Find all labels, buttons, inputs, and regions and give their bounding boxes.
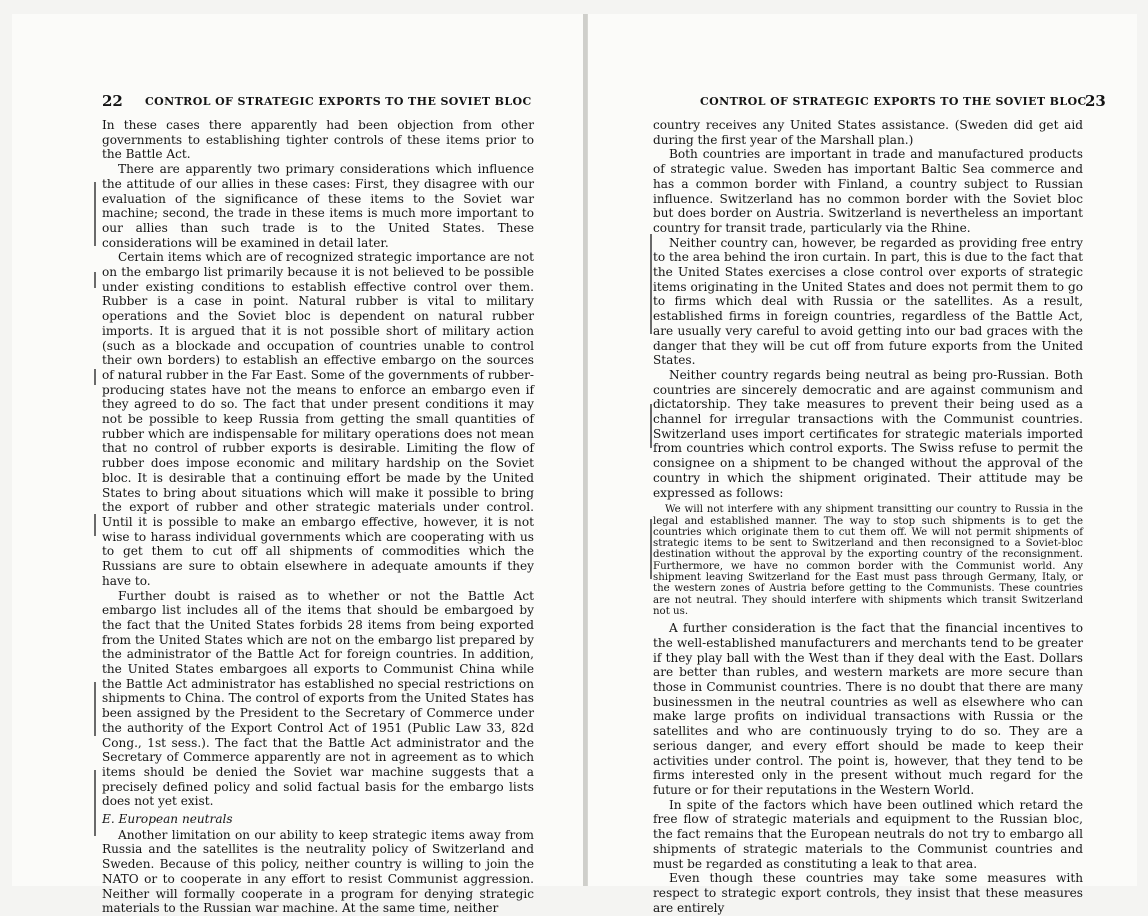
text-column (102, 118, 534, 916)
paragraph: country receives any United States assistance. (Sweden did get aid during the first year of the Marshall plan.) (653, 118, 1083, 147)
margin-mark (650, 519, 652, 579)
running-header: CONTROL OF STRATEGIC EXPORTS TO THE SOVIET BLOC (145, 95, 532, 108)
right-page (587, 14, 1137, 915)
paragraph: Even though these countries may take some measures with respect to strategic export controls, they insist that these measures are entirely (653, 871, 1083, 915)
block-quote: We will not interfere with any shipment transitting our country to Russia in the legal and established manner. The way to stop such shipments is to get the countries which originate them to cut them off. We will not permit shipments of strategic items to be sent to Switzerland and then reconsigned to a Soviet-bloc destination without the approval by the exporting country of the reconsignment. Furthermore, we have no common border with the Communist world. Any shipment leaving Switzerland for the East must pass through Germany, Italy, or the western zones of Austria before getting to the Communists. These countries are not neutral. They should interfere with shipments which transit Switzerland not us. (653, 504, 1083, 617)
running-header: CONTROL OF STRATEGIC EXPORTS TO THE SOVIET BLOC (700, 95, 1087, 108)
paragraph: Both countries are important in trade and manufactured products of strategic value. Sweden has important Baltic Sea commerce and has a common border with Finland, a country subject to Russian influence. Switzerland has no common border with the Soviet bloc but does border on Austria. Switzerland is nevertheless an important country for transit trade, particularly via the Rhine. (653, 147, 1083, 235)
paragraph: Certain items which are of recognized strategic importance are not on the embargo list primarily because it is not believed to be possible under existing conditions to establish effective control over them. Rubber is a case in point. Natural rubber is vital to military operations and the Soviet bloc is dependent on natural rubber imports. It is argued that it is not possible short of military action (such as a blockade and occupation of countries unable to control their own borders) to establish an effective embargo on the sources of natural rubber in the Far East. Some of the governments of rubber-producing states have not the means to enforce an embargo even if they agreed to do so. The fact that under present conditions it may not be possible to keep Russia from getting the small quantities of rubber which are indispensable for military operations does not mean that no control of rubber exports is desirable. Limiting the flow of rubber does impose economic and military hardship on the Soviet bloc. It is desirable that a continuing effort be made by the United States to bring about situations which will make it possible to bring the export of rubber and other strategic materials under control. Until it is possible to make an embargo effective, however, it is not wise to harass individual governments which are cooperating with us to get them to cut off all shipments of commodities which the Russians are sure to obtain elsewhere in adequate amounts if they have to. (102, 250, 534, 588)
paragraph: Further doubt is raised as to whether or not the Battle Act embargo list includes all of the items that should be embargoed by the fact that the United States forbids 28 items from being exported from the United States which are not on the embargo list prepared by the administrator of the Battle Act for foreign countries. In addition, the United States embargoes all exports to Communist China while the Battle Act administrator has established no special restrictions on shipments to China. The control of exports from the United States has been assigned by the President to the Secretary of Commerce under the authority of the Export Control Act of 1951 (Public Law 33, 82d Cong., 1st sess.). The fact that the Battle Act administrator and the Secretary of Commerce apparently are not in agreement as to which items should be denied the Soviet war machine suggests that a precisely defined policy and solid factual basis for the embargo lists does not yet exist. (102, 588, 534, 809)
paragraph: A further consideration is the fact that the financial incentives to the well-established manufacturers and merchants tend to be greater if they play ball with the West than if they deal with the East. Dollars are better than rubles, and western markets are more secure than those in Communist countries. There is no doubt that there are many businessmen in the neutral countries as well as elsewhere who can make large profits on individual transactions with Russia or the satellites and who are continuously trying to do so. They are a serious danger, and every effort should be made to keep their activities under control. The point is, however, that they tend to be firms interested only in the present without much regard for the future or for their reputations in the Western World. (653, 621, 1083, 797)
margin-mark (650, 404, 652, 448)
margin-mark (94, 272, 96, 288)
page-number: 22 (102, 92, 123, 110)
text-column (653, 118, 1083, 915)
margin-mark (94, 369, 96, 385)
paragraph: Neither country regards being neutral as being pro-Russian. Both countries are sincerely democratic and are against communism and dictatorship. They take measures to prevent their being used as a channel for irregular transactions with the Communist countries. Switzerland uses import certificates for strategic materials imported from countries which control exports. The Swiss refuse to permit the consignee on a shipment to be changed without the approval of the country in which the shipment originated. Their attitude may be expressed as follows: (653, 367, 1083, 500)
margin-mark (650, 234, 652, 334)
margin-mark (94, 770, 96, 836)
paragraph: There are apparently two primary considerations which influence the attitude of our allies in these cases: First, they disagree with our evaluation of the significance of these items to the Soviet war machine; second, the trade in these items is much more important to our allies than such trade is to the United States. These considerations will be examined in detail later. (102, 162, 534, 250)
paragraph: Neither country can, however, be regarded as providing free entry to the area behind the iron curtain. In part, this is due to the fact that the United States exercises a close control over exports of strategic items originating in the United States and does not permit them to go to firms which deal with Russia or the satellites. As a result, established firms in foreign countries, regardless of the Battle Act, are usually very careful to avoid getting into our bad graces with the danger that they will be cut off from future exports from the United States. (653, 235, 1083, 368)
margin-mark (94, 182, 96, 246)
section-subheading: E. European neutrals (102, 812, 233, 827)
paragraph: In spite of the factors which have been outlined which retard the free flow of strategic materials and equipment to the Russian bloc, the fact remains that the European neutrals do not try to embargo all shipments of strategic materials to the Communist countries and must be regarded as constituting a leak to that area. (653, 797, 1083, 871)
margin-mark (94, 514, 96, 536)
paragraph: Another limitation on our ability to keep strategic items away from Russia and the satellites is the neutrality policy of Switzerland and Sweden. Because of this policy, neither country is willing to join the NATO or to cooperate in any effort to resist Communist aggression. Neither will formally cooperate in a program for denying strategic materials to the Russian war machine. At the same time, neither (102, 827, 534, 916)
left-page (12, 14, 584, 916)
margin-mark (94, 682, 96, 736)
paragraph: In these cases there apparently had been objection from other governments to establishing tighter controls of these items prior to the Battle Act. (102, 118, 534, 162)
page-number: 23 (1085, 92, 1106, 110)
